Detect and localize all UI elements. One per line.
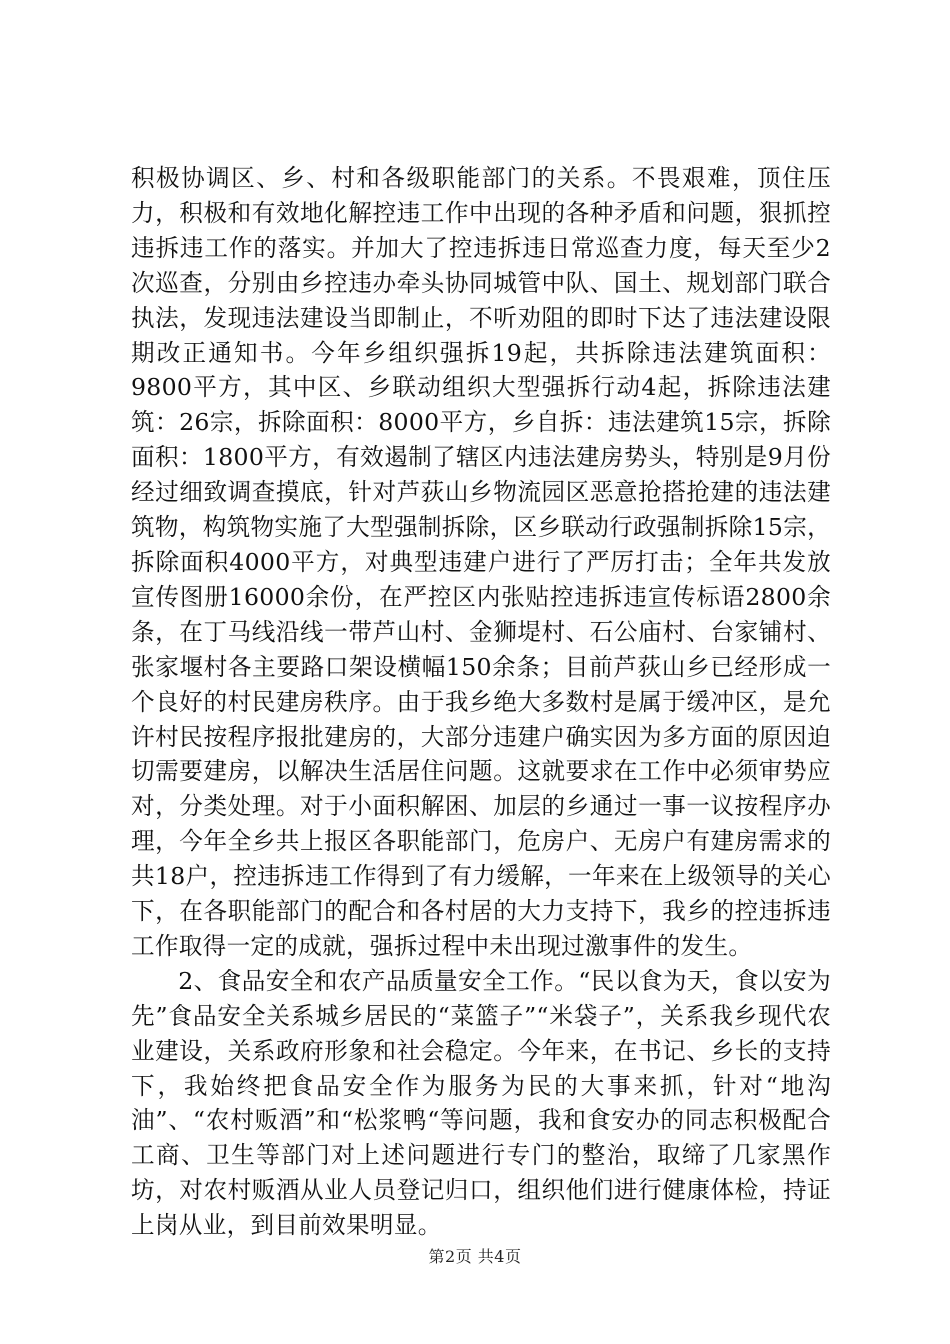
page-number-footer: 第2页 共4页 bbox=[428, 1247, 522, 1266]
body-text bbox=[131, 161, 831, 1243]
paragraph-continued: 积极协调区、乡、村和各级职能部门的关系。不畏艰难，顶住压力，积极和有效地化解控违工作中出现的各种矛盾和问题，狠抓控违拆违工作的落实。并加大了控违拆违日常巡查力度，每天至少2次巡查，分别由乡控违办牵头协同城管中队、国土、规划部门联合执法，发现违法建设当即制止，不听劝阻的即时下达了违法建设限期改正通知书。今年乡组织强拆19起，共拆除违法建筑面积：9800平方，其中区、乡联动组织大型强拆行动4起，拆除违法建筑：26宗，拆除面积：8000平方，乡自拆：违法建筑15宗，拆除面积：1800平方，有效遏制了辖区内违法建房势头，特别是9月份经过细致调查摸底，针对芦荻山乡物流园区恶意抢搭抢建的违法建筑物，构筑物实施了大型强制拆除，区乡联动行政强制拆除15宗，拆除面积4000平方，对典型违建户进行了严厉打击；全年共发放宣传图册16000余份，在严控区内张贴控违拆违宣传标语2800余条，在丁马线沿线一带芦山村、金狮堤村、石公庙村、台家铺村、张家堰村各主要路口架设横幅150余条；目前芦荻山乡已经形成一个良好的村民建房秩序。由于我乡绝大多数村是属于缓冲区，是允许村民按程序报批建房的，大部分违建户确实因为多方面的原因迫切需要建房，以解决生活居住问题。这就要求在工作中必须审势应对，分类处理。对于小面积解困、加层的乡通过一事一议按程序办理，今年全乡共上报区各职能部门，危房户、无房户有建房需求的共18户，控违拆违工作得到了有力缓解，一年来在上级领导的关心下，在各职能部门的配合和各村居的大力支持下，我乡的控违拆违工作取得一定的成就，强拆过程中未出现过激事件的发生。 bbox=[131, 164, 831, 960]
paragraph-food-safety: 2、食品安全和农产品质量安全工作。“民以食为天，食以安为先”食品安全关系城乡居民的“菜篮子”“米袋子”，关系我乡现代农业建设，关系政府形象和社会稳定。今年来，在书记、乡长的支持下，我始终把食品安全作为服务为民的大事来抓，针对“地沟油”、“农村贩酒”和“松浆鸭“等问题，我和食安办的同志积极配合工商、卫生等部门对上述问题进行专门的整治，取缔了几家黑作坊，对农村贩酒从业人员登记归口，组织他们进行健康体检，持证上岗从业，到目前效果明显。 bbox=[131, 966, 831, 1240]
